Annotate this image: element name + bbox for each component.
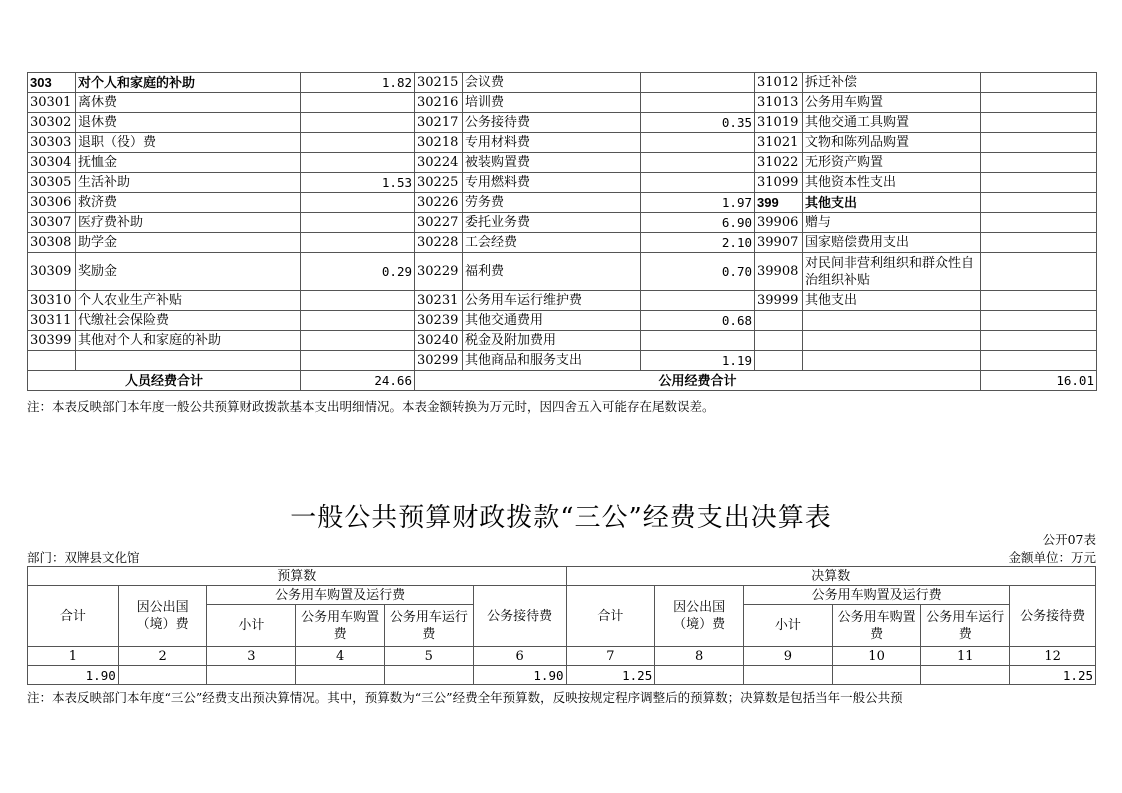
cell-name-a: 救济费 [76, 193, 301, 213]
cell-name-c: 文物和陈列品购置 [803, 133, 981, 153]
cell-code-b: 30299 [415, 351, 463, 371]
column-number: 11 [921, 647, 1010, 666]
cell-value-c [981, 93, 1097, 113]
cell-name-c: 其他支出 [803, 193, 981, 213]
cell-code-c: 39906 [755, 213, 803, 233]
cell-value-c [981, 73, 1097, 93]
table-row [28, 73, 1097, 93]
cell-name-a: 代缴社会保险费 [76, 311, 301, 331]
form-number: 公开07表 [1042, 532, 1096, 547]
table-row [28, 351, 1097, 371]
budget-abroad-header: 因公出国（境）费 [118, 586, 207, 647]
cell-name-c [803, 351, 981, 371]
budget-car-operation-header: 公务用车运行费 [384, 605, 473, 647]
cell-name-a: 助学金 [76, 233, 301, 253]
table-row [28, 193, 1097, 213]
cell-name-b: 会议费 [463, 73, 641, 93]
totals-row [28, 371, 1097, 391]
table-row [28, 213, 1097, 233]
three-public-expenses-table [27, 566, 1096, 685]
cell-value-b [641, 133, 755, 153]
cell-value-b [641, 331, 755, 351]
cell-value-b: 0.70 [641, 253, 755, 291]
cell-value-c [981, 331, 1097, 351]
cell-value-c [981, 253, 1097, 291]
cell-code-a: 30311 [28, 311, 76, 331]
cell-name-c: 其他支出 [803, 291, 981, 311]
final-reception-header: 公务接待费 [1010, 586, 1096, 647]
cell-value-c [981, 311, 1097, 331]
personnel-total-value: 24.66 [301, 371, 415, 391]
final-subtotal-header: 小计 [743, 605, 832, 647]
cell-code-c [755, 331, 803, 351]
cell-name-b: 培训费 [463, 93, 641, 113]
budget-subtotal-header: 小计 [207, 605, 296, 647]
cell-value-b: 1.19 [641, 351, 755, 371]
cell-name-a: 医疗费补助 [76, 213, 301, 233]
public-total-label: 公用经费合计 [415, 371, 981, 391]
cell-code-b: 30216 [415, 93, 463, 113]
cell-value-c [981, 351, 1097, 371]
column-number: 8 [655, 647, 744, 666]
basic-expenditure-rows [28, 73, 1097, 371]
cell-code-b: 30239 [415, 311, 463, 331]
cell-name-b: 其他商品和服务支出 [463, 351, 641, 371]
column-number: 5 [384, 647, 473, 666]
cell-value-a [301, 133, 415, 153]
cell-code-c: 39908 [755, 253, 803, 291]
value-cell [921, 666, 1010, 685]
budget-header: 预算数 [28, 567, 567, 586]
final-total-header: 合计 [566, 586, 655, 647]
cell-name-b: 专用材料费 [463, 133, 641, 153]
basic-expenditure-note: 注：本表反映部门本年度一般公共预算财政拨款基本支出明细情况。本表金额转换为万元时，因四舍五入可能存在尾数误差。 [27, 399, 715, 414]
cell-code-b: 30229 [415, 253, 463, 291]
cell-value-a: 0.29 [301, 253, 415, 291]
table-row [28, 93, 1097, 113]
cell-value-c [981, 213, 1097, 233]
cell-name-b: 专用燃料费 [463, 173, 641, 193]
cell-name-b: 福利费 [463, 253, 641, 291]
table-row [28, 331, 1097, 351]
cell-code-c: 39999 [755, 291, 803, 311]
value-cell [743, 666, 832, 685]
cell-code-a: 30307 [28, 213, 76, 233]
budget-car-group-header: 公务用车购置及运行费 [207, 586, 473, 605]
cell-value-b [641, 93, 755, 113]
cell-value-c [981, 193, 1097, 213]
cell-value-b: 2.10 [641, 233, 755, 253]
cell-code-c: 31013 [755, 93, 803, 113]
cell-name-c: 公务用车购置 [803, 93, 981, 113]
cell-name-b: 被装购置费 [463, 153, 641, 173]
cell-name-a: 离休费 [76, 93, 301, 113]
value-cell [655, 666, 744, 685]
cell-code-a: 30302 [28, 113, 76, 133]
budget-reception-header: 公务接待费 [473, 586, 566, 647]
cell-value-a [301, 233, 415, 253]
cell-value-c [981, 113, 1097, 133]
cell-value-c [981, 173, 1097, 193]
cell-code-c [755, 351, 803, 371]
cell-value-c [981, 233, 1097, 253]
cell-code-c: 31022 [755, 153, 803, 173]
column-number: 3 [207, 647, 296, 666]
cell-value-c [981, 153, 1097, 173]
cell-value-c [981, 133, 1097, 153]
cell-code-b: 30215 [415, 73, 463, 93]
public-total-value: 16.01 [981, 371, 1097, 391]
cell-value-a [301, 113, 415, 133]
value-row [28, 666, 1096, 685]
cell-value-b [641, 153, 755, 173]
table-row [28, 291, 1097, 311]
cell-value-b [641, 291, 755, 311]
cell-value-b [641, 73, 755, 93]
cell-value-a [301, 291, 415, 311]
cell-code-b: 30217 [415, 113, 463, 133]
cell-value-a [301, 193, 415, 213]
cell-code-b: 30231 [415, 291, 463, 311]
cell-name-b: 委托业务费 [463, 213, 641, 233]
cell-name-a: 其他对个人和家庭的补助 [76, 331, 301, 351]
cell-name-a: 抚恤金 [76, 153, 301, 173]
cell-value-a [301, 213, 415, 233]
header-row-2 [28, 586, 1096, 605]
value-cell [384, 666, 473, 685]
page-title: 一般公共预算财政拨款“三公”经费支出决算表 [290, 503, 832, 533]
cell-value-b: 0.35 [641, 113, 755, 133]
budget-car-purchase-header: 公务用车购置费 [296, 605, 385, 647]
budget-total-header: 合计 [28, 586, 119, 647]
cell-code-c: 31019 [755, 113, 803, 133]
table-row [28, 253, 1097, 291]
cell-name-b: 公务用车运行维护费 [463, 291, 641, 311]
cell-value-a [301, 311, 415, 331]
cell-code-c [755, 311, 803, 331]
cell-code-a: 303 [28, 73, 76, 93]
cell-code-a: 30308 [28, 233, 76, 253]
cell-name-c: 其他交通工具购置 [803, 113, 981, 133]
cell-value-a: 1.82 [301, 73, 415, 93]
column-number: 7 [566, 647, 655, 666]
final-abroad-header: 因公出国（境）费 [655, 586, 744, 647]
value-cell [207, 666, 296, 685]
column-number: 10 [832, 647, 921, 666]
final-car-operation-header: 公务用车运行费 [921, 605, 1010, 647]
cell-value-b [641, 173, 755, 193]
table-row [28, 153, 1097, 173]
cell-value-a [301, 93, 415, 113]
cell-name-c: 国家赔偿费用支出 [803, 233, 981, 253]
cell-code-c: 39907 [755, 233, 803, 253]
value-cell [118, 666, 207, 685]
cell-code-b: 30228 [415, 233, 463, 253]
column-number: 12 [1010, 647, 1096, 666]
cell-code-b: 30224 [415, 153, 463, 173]
cell-code-b: 30226 [415, 193, 463, 213]
cell-name-c [803, 331, 981, 351]
cell-name-a: 对个人和家庭的补助 [76, 73, 301, 93]
cell-code-a: 30306 [28, 193, 76, 213]
value-cell: 1.25 [566, 666, 655, 685]
cell-code-c: 31021 [755, 133, 803, 153]
cell-value-c [981, 291, 1097, 311]
cell-name-a: 个人农业生产补贴 [76, 291, 301, 311]
cell-value-a [301, 153, 415, 173]
cell-code-a: 30301 [28, 93, 76, 113]
cell-name-c: 对民间非营利组织和群众性自治组织补贴 [803, 253, 981, 291]
value-cell: 1.90 [473, 666, 566, 685]
value-cell: 1.25 [1010, 666, 1096, 685]
cell-name-b: 工会经费 [463, 233, 641, 253]
final-car-group-header: 公务用车购置及运行费 [743, 586, 1009, 605]
cell-name-c: 拆迁补偿 [803, 73, 981, 93]
cell-code-a: 30304 [28, 153, 76, 173]
cell-code-b: 30227 [415, 213, 463, 233]
cell-name-b: 税金及附加费用 [463, 331, 641, 351]
unit-label: 金额单位：万元 [1008, 550, 1096, 565]
cell-value-a [301, 351, 415, 371]
cell-code-a: 30310 [28, 291, 76, 311]
cell-name-c: 赠与 [803, 213, 981, 233]
cell-value-a: 1.53 [301, 173, 415, 193]
cell-code-b: 30218 [415, 133, 463, 153]
header-row-1 [28, 567, 1096, 586]
cell-code-c: 31099 [755, 173, 803, 193]
cell-code-a [28, 351, 76, 371]
cell-name-a: 奖励金 [76, 253, 301, 291]
cell-code-a: 30303 [28, 133, 76, 153]
column-number: 1 [28, 647, 119, 666]
cell-code-b: 30240 [415, 331, 463, 351]
cell-value-b: 0.68 [641, 311, 755, 331]
cell-name-a: 生活补助 [76, 173, 301, 193]
cell-name-a: 退休费 [76, 113, 301, 133]
table-row [28, 173, 1097, 193]
three-public-note: 注：本表反映部门本年度“三公”经费支出预决算情况。其中，预算数为“三公”经费全年预算数，反映按规定程序调整后的预算数；决算数是包括当年一般公共预 [27, 690, 903, 705]
cell-name-b: 公务接待费 [463, 113, 641, 133]
department-label: 部门：双牌县文化馆 [27, 550, 140, 565]
cell-value-b: 6.90 [641, 213, 755, 233]
value-cell [832, 666, 921, 685]
cell-name-b: 劳务费 [463, 193, 641, 213]
cell-code-c: 399 [755, 193, 803, 213]
column-number-row [28, 647, 1096, 666]
table-row [28, 133, 1097, 153]
personnel-total-label: 人员经费合计 [28, 371, 301, 391]
table-row [28, 233, 1097, 253]
cell-name-c [803, 311, 981, 331]
basic-expenditure-table [27, 72, 1097, 391]
column-number: 4 [296, 647, 385, 666]
cell-name-c: 无形资产购置 [803, 153, 981, 173]
cell-code-c: 31012 [755, 73, 803, 93]
cell-code-a: 30399 [28, 331, 76, 351]
cell-value-a [301, 331, 415, 351]
final-header: 决算数 [566, 567, 1096, 586]
final-car-purchase-header: 公务用车购置费 [832, 605, 921, 647]
cell-name-c: 其他资本性支出 [803, 173, 981, 193]
table-row [28, 113, 1097, 133]
value-cell [296, 666, 385, 685]
column-number: 6 [473, 647, 566, 666]
value-cell: 1.90 [28, 666, 119, 685]
cell-name-a [76, 351, 301, 371]
cell-code-a: 30305 [28, 173, 76, 193]
table-row [28, 311, 1097, 331]
cell-name-b: 其他交通费用 [463, 311, 641, 331]
cell-code-a: 30309 [28, 253, 76, 291]
cell-name-a: 退职（役）费 [76, 133, 301, 153]
cell-value-b: 1.97 [641, 193, 755, 213]
cell-code-b: 30225 [415, 173, 463, 193]
column-number: 2 [118, 647, 207, 666]
column-number: 9 [743, 647, 832, 666]
